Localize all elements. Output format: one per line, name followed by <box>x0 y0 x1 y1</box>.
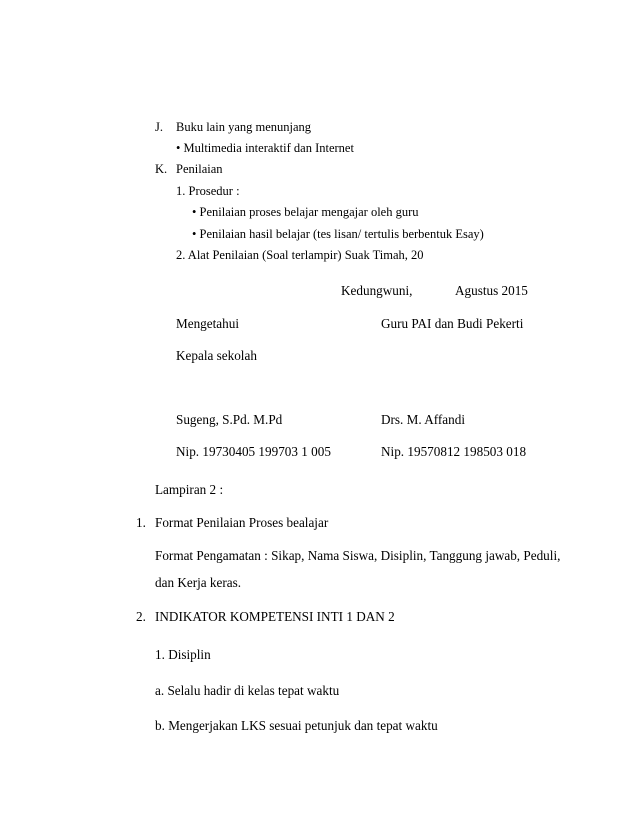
left-role-line1: Mengetahui <box>176 316 239 331</box>
assessment-tools: 2. Alat Penilaian (Soal terlampir) Suak Timah, 20 <box>176 248 424 262</box>
left-signer-nip: Nip. 19730405 199703 1 005 <box>176 444 331 459</box>
appendix-item1-title: Format Penilaian Proses bealajar <box>155 515 329 530</box>
appendix-item2-subtitle: 1. Disiplin <box>155 647 211 662</box>
section-j-title: Buku lain yang menunjang <box>176 120 312 134</box>
appendix-item1-desc-line2: dan Kerja keras. <box>155 575 242 590</box>
signature-date: Agustus 2015 <box>455 283 528 298</box>
appendix-item1-number: 1. <box>136 515 146 530</box>
left-role-line2: Kepala sekolah <box>176 348 257 363</box>
left-signer-name: Sugeng, S.Pd. M.Pd <box>176 412 283 427</box>
appendix-item2-point: a. Selalu hadir di kelas tepat waktu <box>155 683 340 698</box>
appendix-item1-desc-line1: Format Pengamatan : Sikap, Nama Siswa, Disiplin, Tanggung jawab, Peduli, <box>155 548 561 563</box>
appendix-item2-number: 2. <box>136 609 146 624</box>
section-k-marker: K. <box>155 162 168 176</box>
section-j-marker: J. <box>155 120 163 134</box>
section-k-title: Penilaian <box>176 162 223 176</box>
appendix-item2-title: INDIKATOR KOMPETENSI INTI 1 DAN 2 <box>155 609 395 624</box>
right-signer-name: Drs. M. Affandi <box>381 412 466 427</box>
appendix-item2-point: b. Mengerjakan LKS sesuai petunjuk dan tepat waktu <box>155 718 438 733</box>
section-j-bullet: • Multimedia interaktif dan Internet <box>176 141 354 155</box>
procedure-label: 1. Prosedur : <box>176 184 240 198</box>
right-role: Guru PAI dan Budi Pekerti <box>381 316 524 331</box>
appendix-title: Lampiran 2 : <box>155 482 224 497</box>
procedure-bullet: • Penilaian proses belajar mengajar oleh guru <box>192 205 419 219</box>
procedure-bullet: • Penilaian hasil belajar (tes lisan/ tertulis berbentuk Esay) <box>192 227 484 241</box>
signature-place: Kedungwuni, <box>341 283 413 298</box>
right-signer-nip: Nip. 19570812 198503 018 <box>381 444 527 459</box>
